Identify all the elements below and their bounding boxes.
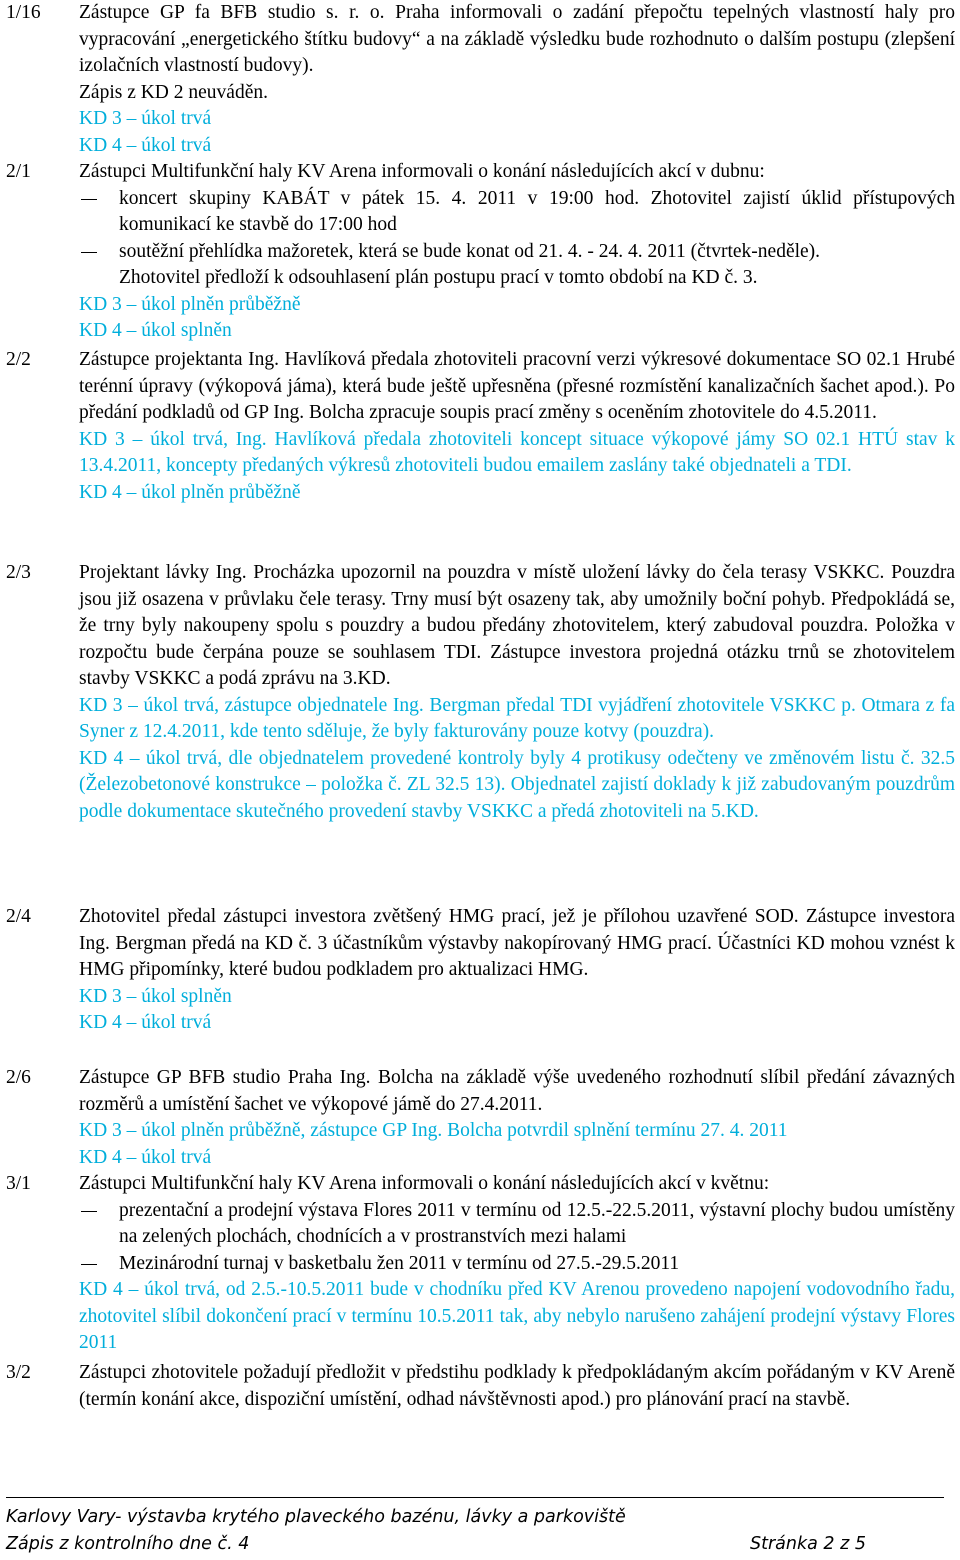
item-text: Zápis z KD 2 neuváděn. bbox=[79, 81, 268, 103]
item-2-4 bbox=[0, 904, 960, 1037]
item-number: 2/3 bbox=[6, 562, 31, 583]
item-3-1 bbox=[0, 1171, 960, 1357]
item-text: Zástupce projektanta Ing. Havlíková předala zhotoviteli pracovní verzi výkresové dokumentace SO 02.1 Hrubé terénní úpravy (výkopová jáma), která bude ještě upřesněna (přesné rozmístění kanalizačních šachet apod.). Po předání podkladů od GP Ing. Bolcha zpracuje soupis prací změny s oceněním zhotovitele do 4.5.2011. bbox=[79, 349, 955, 423]
item-text: Zástupci Multifunkční haly KV Arena informovali o konání následujících akcí v květnu: bbox=[79, 1173, 770, 1194]
item-2-2 bbox=[0, 347, 960, 506]
item-2-6 bbox=[0, 1065, 960, 1171]
kd-note: KD 4 – úkol plněn průběžně bbox=[79, 481, 301, 503]
kd-note: KD 3 – úkol plněn průběžně, zástupce GP Ing. Bolcha potvrdil splnění termínu 27. 4. 2011 bbox=[79, 1120, 788, 1141]
item-text: Zhotovitel předloží k odsouhlasení plán postupu prací v tomto období na KD č. 3. bbox=[119, 267, 758, 288]
footer-record: Zápis z kontrolního dne č. 4 bbox=[6, 1534, 250, 1554]
footer-page-number: Stránka 2 z 5 bbox=[750, 1534, 866, 1554]
item-text: Zástupce GP BFB studio Praha Ing. Bolcha na základě výše uvedeného rozhodnutí slíbil předání závazných rozměrů a umístění šachet ve výkopové jámě do 27.4.2011. bbox=[79, 1067, 955, 1115]
item-1-16 bbox=[0, 0, 960, 159]
item-number: 3/2 bbox=[6, 1362, 31, 1383]
kd-note: KD 3 – úkol trvá, Ing. Havlíková předala zhotoviteli koncept situace výkopové jámy SO 02.1 HTÚ stav k 13.4.2011, koncepty předaných výkresů zhotoviteli budou emailem zaslány také objednateli a TDI. bbox=[79, 428, 955, 476]
kd-note: KD 4 – úkol trvá, dle objednatelem provedené kontroly byly 4 protikusy odečteny ve změnovém listu č. 32.5 (Železobetonové konstrukce – položka č. ZL 32.5 13). Objednatel zajistí doklady k již zabudovaným pouzdrům podle dokumentace skutečného provedení stavby VSKKC a předá zhotoviteli na 5.KD. bbox=[79, 747, 955, 822]
item-number: 2/1 bbox=[6, 161, 31, 182]
list-item: koncert skupiny KABÁT v pátek 15. 4. 2011 v 19:00 hod. Zhotovitel zajistí úklid přístupových komunikací ke stavbě do 17:00 hod bbox=[79, 186, 955, 239]
item-number: 2/2 bbox=[6, 349, 31, 370]
kd-note: KD 4 – úkol trvá bbox=[79, 1012, 212, 1033]
item-text: Zástupci Multifunkční haly KV Arena informovali o konání následujících akcí v dubnu: bbox=[79, 161, 765, 182]
item-text: Projektant lávky Ing. Procházka upozornil na pouzdra v místě uložení lávky do čela terasy VSKKC. Pouzdra jsou již osazena v průvlaku čele terasy. Trny musí být osazeny tak, aby umožnily boční pohyb. Předpokládá se, že trny byly nakoupeny spolu s pouzdry a budou předány zhotovitelem, který zabudoval pouzdra. Položka v rozpočtu bude čerpána pouze se souhlasem TDI. Zástupce investora projedná otázku trnů se zhotovitelem stavby VSKKC a podá zprávu na 3.KD. bbox=[79, 562, 955, 689]
item-2-3 bbox=[0, 560, 960, 825]
kd-note: KD 3 – úkol plněn průběžně bbox=[79, 293, 301, 315]
item-text: Zástupce GP fa BFB studio s. r. o. Praha informovali o zadání přepočtu tepelných vlastností haly pro vypracování „energetického štítku budovy“ a na základě výsledku bude rozhodnuto o dalším postupu (zlepšení izolačních vlastností budovy). bbox=[79, 2, 955, 76]
item-number: 3/1 bbox=[6, 1173, 31, 1194]
item-text: Zástupci zhotovitele požadují předložit v předstihu podklady k předpokládaným akcím pořádaným v KV Areně (termín konání akce, dispoziční umístění, odhad návštěvnosti apod.) pro plánování prací na stavbě. bbox=[79, 1362, 955, 1410]
list-item: soutěžní přehlídka mažoretek, která se bude konat od 21. 4. - 24. 4. 2011 (čtvrtek-neděle). bbox=[79, 239, 955, 266]
item-number: 2/4 bbox=[6, 906, 31, 927]
list-item: Mezinárodní turnaj v basketbalu žen 2011 v termínu od 27.5.-29.5.2011 bbox=[79, 1251, 955, 1278]
item-3-2 bbox=[0, 1360, 960, 1413]
item-number: 2/6 bbox=[6, 1067, 31, 1088]
kd-note: KD 3 – úkol splněn bbox=[79, 985, 232, 1007]
list-item: prezentační a prodejní výstava Flores 2011 v termínu od 12.5.-22.5.2011, výstavní plochy budou umístěny na zelených plochách, chodnících a v prostranstvích mezi halami bbox=[79, 1198, 955, 1251]
kd-note: KD 3 – úkol trvá bbox=[79, 108, 212, 129]
kd-note: KD 4 – úkol trvá bbox=[79, 1146, 212, 1168]
kd-note: KD 3 – úkol trvá, zástupce objednatele Ing. Bergman předal TDI vyjádření zhotovitele VSKKC p. Otmara z fa Syner z 12.4.2011, kde tento sděluje, že byly fakturovány pouze kotvy (pouzdra). bbox=[79, 694, 955, 742]
kd-note: KD 4 – úkol trvá, od 2.5.-10.5.2011 bude v chodníku před KV Arenou provedeno napojení vodovodního řadu, zhotovitel slíbil dokončení prací v termínu 10.5.2011 tak, aby nebylo narušeno zahájení prodejní výstavy Flores 2011 bbox=[79, 1279, 955, 1353]
footer-rule bbox=[6, 1497, 944, 1498]
footer-project: Karlovy Vary- výstavba krytého plaveckého bazénu, lávky a parkoviště bbox=[6, 1507, 626, 1527]
item-2-1 bbox=[0, 159, 960, 345]
kd-note: KD 4 – úkol splněn bbox=[79, 320, 232, 341]
item-number: 1/16 bbox=[6, 2, 41, 23]
item-text: Zhotovitel předal zástupci investora zvětšený HMG prací, jež je přílohou uzavřené SOD. Zástupce investora Ing. Bergman předá na KD č. 3 účastníkům výstavby nakopírovaný HMG prací. Účastníci KD mohou vznést k HMG připomínky, které budou podkladem pro aktualizaci HMG. bbox=[79, 906, 955, 980]
kd-note: KD 4 – úkol trvá bbox=[79, 134, 212, 156]
